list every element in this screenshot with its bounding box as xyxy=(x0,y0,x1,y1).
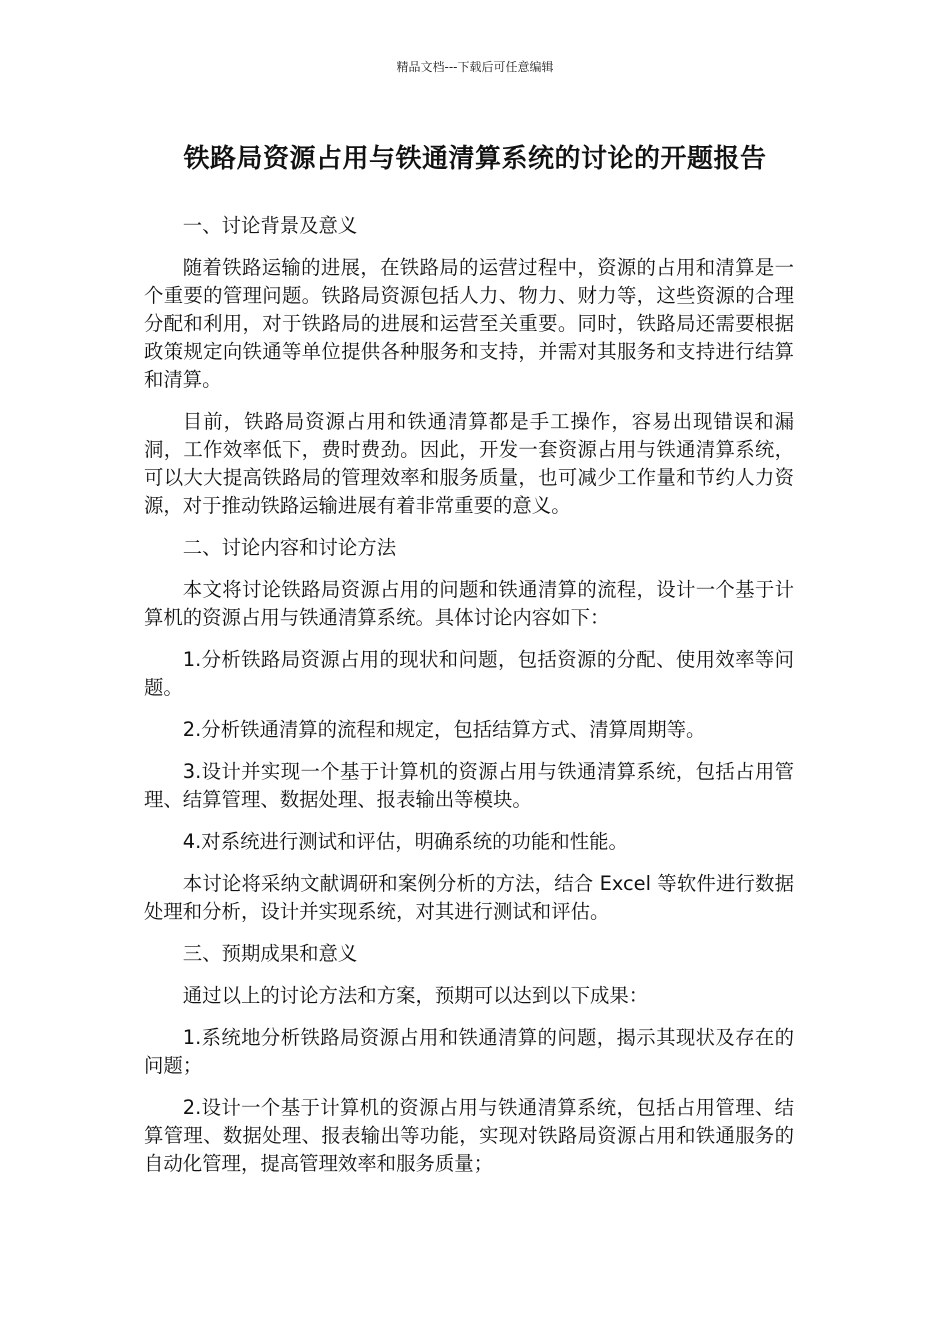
section-heading-background: 一、讨论背景及意义 xyxy=(182,214,358,237)
header-note: 精品文档---下载后可任意编辑 xyxy=(396,60,554,74)
list-item: 1.系统地分析铁路局资源占用和铁通清算的问题，揭示其现状及存在的问题； xyxy=(144,1026,794,1077)
section-heading-content-method: 二、讨论内容和讨论方法 xyxy=(182,536,397,559)
paragraph: 目前，铁路局资源占用和铁通清算都是手工操作，容易出现错误和漏洞，工作效率低下，费时费劲。因此，开发一套资源占用与铁通清算系统，可以大大提高铁路局的管理效率和服务质量，也可减少工作量和节约人力资源，对于推动铁路运输进展有着非常重要的意义。 xyxy=(144,410,794,517)
section-heading-expected-results: 三、预期成果和意义 xyxy=(182,942,358,965)
paragraph: 随着铁路运输的进展，在铁路局的运营过程中，资源的占用和清算是一个重要的管理问题。铁路局资源包括人力、物力、财力等，这些资源的合理分配和利用，对于铁路局的进展和运营至关重要。同时，铁路局还需要根据政策规定向铁通等单位提供各种服务和支持，并需对其服务和支持进行结算和清算。 xyxy=(144,256,794,391)
list-item: 4.对系统进行测试和评估，明确系统的功能和性能。 xyxy=(182,830,628,853)
document-body xyxy=(144,212,794,1192)
list-item: 2.设计一个基于计算机的资源占用与铁通清算系统，包括占用管理、结算管理、数据处理、报表输出等功能，实现对铁路局资源占用和铁通服务的自动化管理，提高管理效率和服务质量； xyxy=(144,1096,794,1175)
paragraph: 通过以上的讨论方法和方案，预期可以达到以下成果： xyxy=(182,984,649,1007)
paragraph: 本讨论将采纳文献调研和案例分析的方法，结合 Excel 等软件进行数据处理和分析，设计并实现系统，对其进行测试和评估。 xyxy=(144,872,794,923)
document-title: 铁路局资源占用与铁通清算系统的讨论的开题报告 xyxy=(183,144,767,174)
list-item: 1.分析铁路局资源占用的现状和问题，包括资源的分配、使用效率等问题。 xyxy=(144,648,794,699)
list-item: 3.设计并实现一个基于计算机的资源占用与铁通清算系统，包括占用管理、结算管理、数据处理、报表输出等模块。 xyxy=(144,760,794,811)
list-item: 2.分析铁通清算的流程和规定，包括结算方式、清算周期等。 xyxy=(182,718,706,741)
paragraph: 本文将讨论铁路局资源占用的问题和铁通清算的流程，设计一个基于计算机的资源占用与铁通清算系统。具体讨论内容如下： xyxy=(144,578,794,629)
